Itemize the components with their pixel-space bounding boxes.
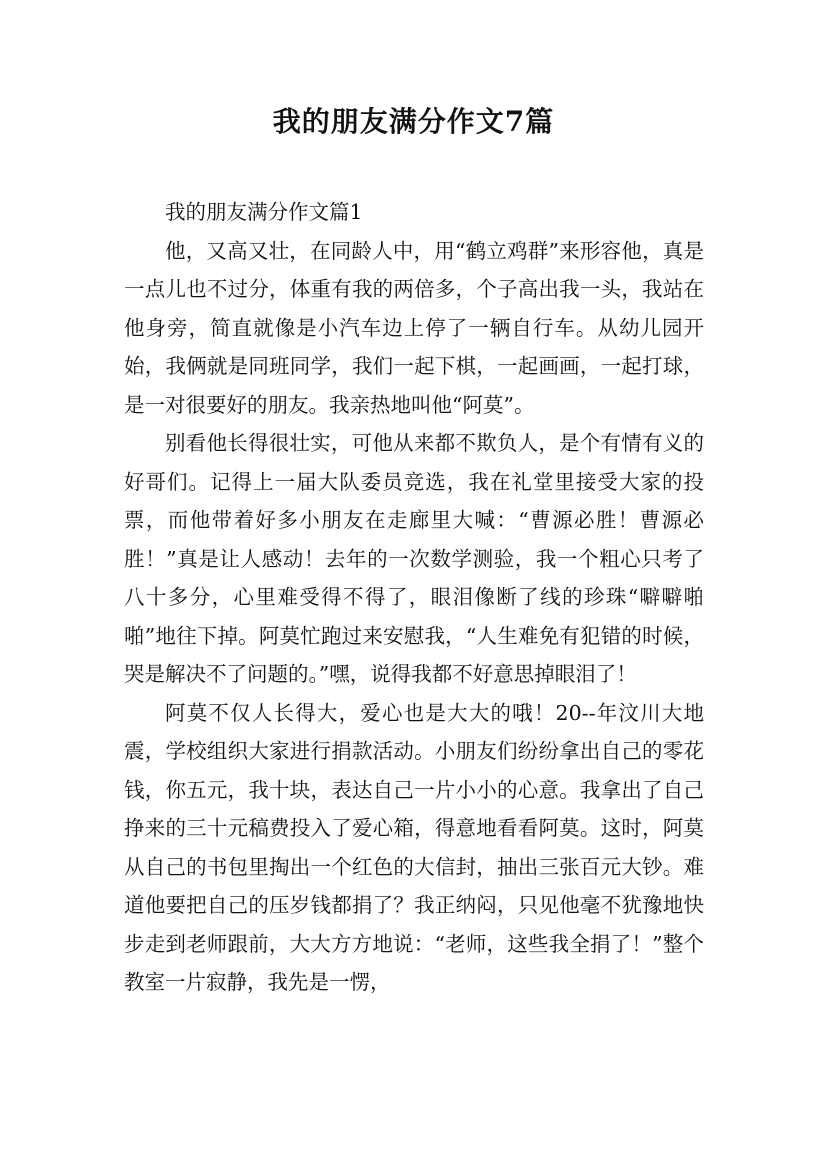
paragraph-2: 别看他长得很壮实，可他从来都不欺负人，是个有情有义的好哥们。记得上一届大队委员竞选，我在礼堂里接受大家的投票，而他带着好多小朋友在走廊里大喊：“曹源必胜！曹源必胜！”真是让人感动！去年的一次数学测验，我一个粗心只考了八十多分，心里难受得不得了，眼泪像断了线的珍珠“噼噼啪啪”地往下掉。阿莫忙跑过来安慰我，“人生难免有犯错的时候，哭是解决不了问题的。”嘿，说得我都不好意思掉眼泪了！: [124, 431, 704, 686]
document-body: [124, 193, 704, 1002]
paragraph-1: 他，又高又壮，在同龄人中，用“鹤立鸡群”来形容他，真是一点儿也不过分，体重有我的两倍多，个子高出我一头，我站在他身旁，简直就像是小汽车边上停了一辆自行车。从幼儿园开始，我俩就是同班同学，我们一起下棋，一起画画，一起打球，是一对很要好的朋友。我亲热地叫他“阿莫”。: [124, 238, 704, 417]
paragraph-3: 阿莫不仅人长得大，爱心也是大大的哦！20--年汶川大地震，学校组织大家进行捐款活动。小朋友们纷纷拿出自己的零花钱，你五元，我十块，表达自己一片小小的心意。我拿出了自己挣来的三十元稿费投入了爱心箱，得意地看看阿莫。这时，阿莫从自己的书包里掏出一个红色的大信封，抽出三张百元大钞。难道他要把自己的压岁钱都捐了？我正纳闷，只见他毫不犹豫地快步走到老师跟前，大大方方地说：“老师，这些我全捐了！”整个教室一片寂静，我先是一愣，: [124, 700, 704, 994]
section-heading: 我的朋友满分作文篇1: [165, 200, 363, 224]
document-title: 我的朋友满分作文7篇: [272, 105, 555, 138]
